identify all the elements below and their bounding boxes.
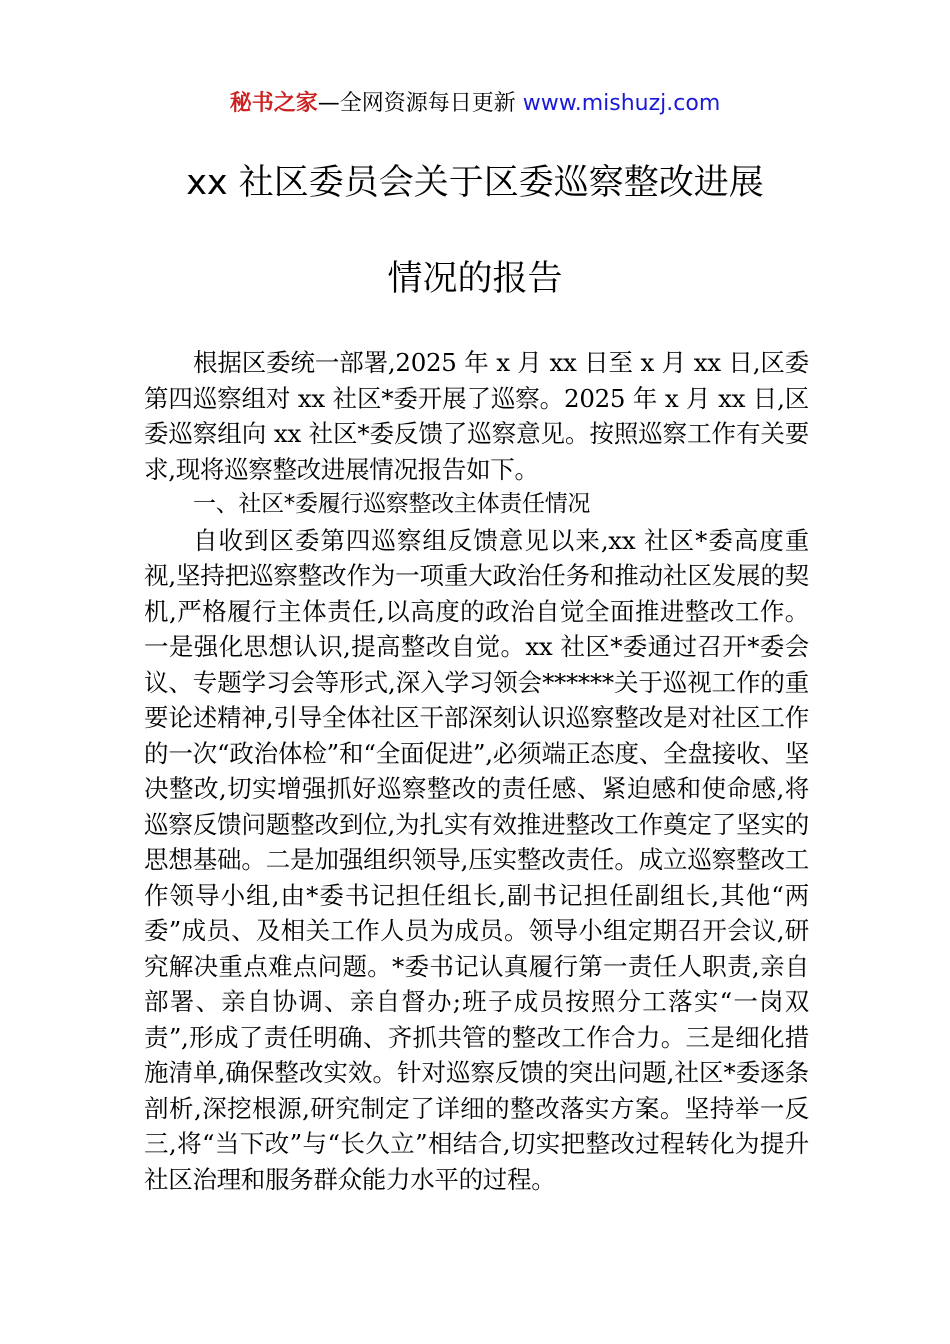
document-title-line-1: xx 社区委员会关于区委巡察整改进展 xyxy=(186,163,764,203)
section-heading: 一、社区*委履行巡察整改主体责任情况 xyxy=(193,491,591,517)
document-body xyxy=(144,345,809,1197)
site-tagline: —全网资源每日更新 xyxy=(317,91,523,116)
site-url-link[interactable]: www.mishuzj.com xyxy=(522,91,721,116)
document-title-line-2: 情况的报告 xyxy=(387,259,563,299)
body-paragraph: 自收到区委第四巡察组反馈意见以来,xx 社区*委高度重视,坚持把巡察整改作为一项重大政治任务和推动社区发展的契机,严格履行主体责任,以高度的政治自觉全面推进整改工作。一是强化思想认识,提高整改自觉。xx 社区*委通过召开*委会议、专题学习会等形式,深入学习领会******关于巡视工作的重要论述精神,引导全体社区干部深刻认识巡察整改是对社区工作的一次“政治体检”和“全面促进”,必须端正态度、全盘接收、坚决整改,切实增强抓好巡察整改的责任感、紧迫感和使命感,将巡察反馈问题整改到位,为扎实有效推进整改工作奠定了坚实的思想基础。二是加强组织领导,压实整改责任。成立巡察整改工作领导小组,由*委书记担任组长,副书记担任副组长,其他“两委”成员、及相关工作人员为成员。领导小组定期召开会议,研究解决重点难点问题。*委书记认真履行第一责任人职责,亲自部署、亲自协调、亲自督办;班子成员按照分工落实“一岗双责”,形成了责任明确、齐抓共管的整改工作合力。三是细化措施清单,确保整改实效。针对巡察反馈的突出问题,社区*委逐条剖析,深挖根源,研究制定了详细的整改落实方案。坚持举一反三,将“当下改”与“长久立”相结合,切实把整改过程转化为提升社区治理和服务群众能力水平的过程。 xyxy=(144,525,809,1194)
site-brand: 秘书之家 xyxy=(229,91,318,116)
site-header xyxy=(0,86,950,122)
intro-paragraph: 根据区委统一部署,2025 年 x 月 xx 日至 x 月 xx 日,区委第四巡察组对 xx 社区*委开展了巡察。2025 年 x 月 xx 日,区委巡察组向 xx 社区*委反馈了巡察意见。按照巡察工作有关要求,现将巡察整改进展情况报告如下。 xyxy=(144,348,809,484)
